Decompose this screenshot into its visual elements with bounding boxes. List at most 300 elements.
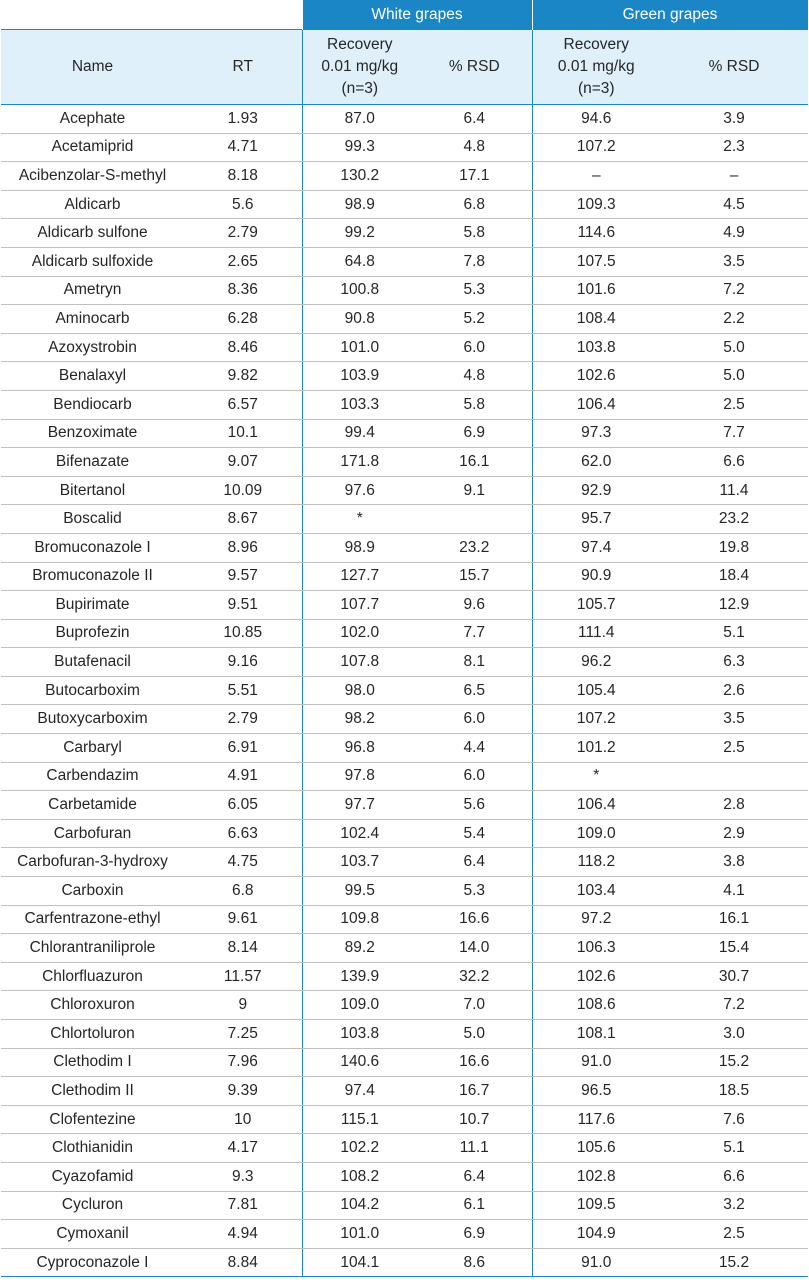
cell-white-rsd: 7.8 — [417, 247, 532, 276]
cell-rt: 5.51 — [184, 676, 302, 705]
table-row — [1, 1248, 808, 1277]
cell-green-recovery: 118.2 — [532, 848, 660, 877]
cell-white-rsd — [417, 505, 532, 534]
table-row — [1, 476, 808, 505]
cell-green-recovery: 96.2 — [532, 648, 660, 677]
cell-green-recovery: * — [532, 762, 660, 791]
cell-white-rsd: 6.4 — [417, 848, 532, 877]
table-row — [1, 619, 808, 648]
cell-white-recovery: 103.3 — [302, 390, 417, 419]
cell-rt: 4.17 — [184, 1134, 302, 1163]
cell-white-recovery: 100.8 — [302, 276, 417, 305]
recovery-label-line2: 0.01 mg/kg — [557, 58, 635, 75]
cell-rt: 8.96 — [184, 533, 302, 562]
cell-white-recovery: 171.8 — [302, 448, 417, 477]
cell-green-rsd: 7.7 — [660, 419, 808, 448]
table-row — [1, 362, 808, 391]
cell-name: Benzoximate — [1, 419, 184, 448]
cell-rt: 9.57 — [184, 562, 302, 591]
cell-white-recovery: 99.2 — [302, 219, 417, 248]
cell-white-rsd: 4.8 — [417, 133, 532, 162]
cell-rt: 7.25 — [184, 1020, 302, 1049]
cell-name: Boscalid — [1, 505, 184, 534]
cell-green-recovery: 101.2 — [532, 734, 660, 763]
cell-name: Carbofuran — [1, 819, 184, 848]
cell-white-rsd: 6.4 — [417, 105, 532, 134]
table-row — [1, 219, 808, 248]
table-row — [1, 419, 808, 448]
cell-name: Chlorfluazuron — [1, 962, 184, 991]
table-row — [1, 905, 808, 934]
table-row — [1, 648, 808, 677]
table-body — [1, 105, 808, 1277]
cell-green-recovery: 102.8 — [532, 1162, 660, 1191]
cell-green-recovery: 95.7 — [532, 505, 660, 534]
cell-green-rsd: 4.9 — [660, 219, 808, 248]
cell-name: Clethodim I — [1, 1048, 184, 1077]
cell-white-rsd: 6.9 — [417, 419, 532, 448]
cell-name: Carbetamide — [1, 791, 184, 820]
cell-green-recovery: 109.0 — [532, 819, 660, 848]
group-header-row — [1, 0, 808, 30]
cell-rt: 8.18 — [184, 162, 302, 191]
cell-green-recovery: 97.3 — [532, 419, 660, 448]
cell-white-rsd: 4.8 — [417, 362, 532, 391]
table-row — [1, 133, 808, 162]
cell-white-recovery: 101.0 — [302, 333, 417, 362]
cell-name: Butoxycarboxim — [1, 705, 184, 734]
col-rt-header: RT — [184, 30, 302, 105]
cell-white-rsd: 6.1 — [417, 1191, 532, 1220]
cell-white-recovery: 97.4 — [302, 1077, 417, 1106]
cell-rt: 9.3 — [184, 1162, 302, 1191]
cell-white-recovery: 107.7 — [302, 591, 417, 620]
table-row — [1, 533, 808, 562]
table-row — [1, 1020, 808, 1049]
cell-green-recovery: 103.8 — [532, 333, 660, 362]
cell-rt: 7.96 — [184, 1048, 302, 1077]
cell-green-rsd: 23.2 — [660, 505, 808, 534]
cell-green-recovery: 104.9 — [532, 1220, 660, 1249]
cell-white-rsd: 16.1 — [417, 448, 532, 477]
cell-white-rsd: 14.0 — [417, 934, 532, 963]
table-row — [1, 1220, 808, 1249]
cell-white-rsd: 16.7 — [417, 1077, 532, 1106]
cell-name: Clofentezine — [1, 1105, 184, 1134]
cell-green-recovery: 109.3 — [532, 190, 660, 219]
cell-green-recovery: 90.9 — [532, 562, 660, 591]
cell-white-recovery: 96.8 — [302, 734, 417, 763]
white-grapes-header: White grapes — [302, 0, 532, 30]
recovery-label-line3: (n=3) — [341, 80, 379, 97]
cell-rt: 9.07 — [184, 448, 302, 477]
cell-name: Butafenacil — [1, 648, 184, 677]
cell-white-recovery: 102.2 — [302, 1134, 417, 1163]
cell-name: Chloroxuron — [1, 991, 184, 1020]
cell-rt: 4.71 — [184, 133, 302, 162]
cell-green-recovery: 111.4 — [532, 619, 660, 648]
cell-rt: 8.84 — [184, 1248, 302, 1277]
cell-green-rsd: 16.1 — [660, 905, 808, 934]
cell-green-rsd: 2.5 — [660, 734, 808, 763]
cell-rt: 6.05 — [184, 791, 302, 820]
table-row — [1, 1162, 808, 1191]
table-row — [1, 676, 808, 705]
cell-white-rsd: 5.3 — [417, 877, 532, 906]
cell-name: Cymoxanil — [1, 1220, 184, 1249]
table-row — [1, 734, 808, 763]
cell-white-recovery: 140.6 — [302, 1048, 417, 1077]
cell-name: Azoxystrobin — [1, 333, 184, 362]
cell-rt: 10.85 — [184, 619, 302, 648]
cell-white-recovery: 98.0 — [302, 676, 417, 705]
cell-white-recovery: 103.7 — [302, 848, 417, 877]
cell-green-rsd: 5.0 — [660, 333, 808, 362]
green-rsd-header: % RSD — [660, 30, 808, 105]
green-recovery-header — [532, 30, 660, 105]
cell-green-rsd: 12.9 — [660, 591, 808, 620]
cell-green-recovery: 106.4 — [532, 791, 660, 820]
cell-green-recovery: 91.0 — [532, 1048, 660, 1077]
cell-name: Bitertanol — [1, 476, 184, 505]
cell-name: Clothianidin — [1, 1134, 184, 1163]
cell-green-rsd: 2.8 — [660, 791, 808, 820]
cell-white-rsd: 5.8 — [417, 219, 532, 248]
cell-green-rsd: 3.5 — [660, 705, 808, 734]
cell-white-recovery: 102.4 — [302, 819, 417, 848]
cell-green-recovery: 91.0 — [532, 1248, 660, 1277]
cell-green-recovery: 107.2 — [532, 705, 660, 734]
table-row — [1, 1077, 808, 1106]
cell-green-recovery: 107.5 — [532, 247, 660, 276]
green-grapes-header: Green grapes — [532, 0, 808, 30]
cell-green-rsd: 15.4 — [660, 934, 808, 963]
cell-name: Carbaryl — [1, 734, 184, 763]
recovery-label-line2: 0.01 mg/kg — [321, 58, 399, 75]
cell-green-rsd: 5.1 — [660, 1134, 808, 1163]
table-row — [1, 190, 808, 219]
cell-white-rsd: 11.1 — [417, 1134, 532, 1163]
cell-green-rsd — [660, 762, 808, 791]
cell-rt: 11.57 — [184, 962, 302, 991]
cell-green-recovery: 94.6 — [532, 105, 660, 134]
column-header-row — [1, 30, 808, 105]
cell-rt: 2.79 — [184, 219, 302, 248]
cell-green-rsd: 6.6 — [660, 448, 808, 477]
cell-name: Clethodim II — [1, 1077, 184, 1106]
table-row — [1, 962, 808, 991]
cell-green-rsd: 19.8 — [660, 533, 808, 562]
cell-white-recovery: 107.8 — [302, 648, 417, 677]
cell-white-recovery: 109.8 — [302, 905, 417, 934]
cell-green-recovery: 96.5 — [532, 1077, 660, 1106]
cell-green-rsd: 6.3 — [660, 648, 808, 677]
cell-name: Acephate — [1, 105, 184, 134]
white-rsd-header: % RSD — [417, 30, 532, 105]
cell-white-rsd: 23.2 — [417, 533, 532, 562]
cell-white-recovery: * — [302, 505, 417, 534]
cell-white-recovery: 97.8 — [302, 762, 417, 791]
cell-rt: 6.91 — [184, 734, 302, 763]
cell-white-rsd: 6.4 — [417, 1162, 532, 1191]
cell-green-rsd: – — [660, 162, 808, 191]
cell-name: Bendiocarb — [1, 390, 184, 419]
cell-green-rsd: 3.5 — [660, 247, 808, 276]
cell-rt: 6.57 — [184, 390, 302, 419]
cell-name: Bupirimate — [1, 591, 184, 620]
cell-rt: 10.09 — [184, 476, 302, 505]
cell-white-recovery: 99.4 — [302, 419, 417, 448]
table-row — [1, 991, 808, 1020]
table-row — [1, 791, 808, 820]
cell-name: Carbofuran-3-hydroxy — [1, 848, 184, 877]
cell-rt: 1.93 — [184, 105, 302, 134]
table-row — [1, 247, 808, 276]
cell-green-rsd: 6.6 — [660, 1162, 808, 1191]
cell-white-recovery: 127.7 — [302, 562, 417, 591]
cell-white-recovery: 101.0 — [302, 1220, 417, 1249]
cell-white-recovery: 109.0 — [302, 991, 417, 1020]
cell-green-rsd: 7.6 — [660, 1105, 808, 1134]
cell-white-rsd: 5.0 — [417, 1020, 532, 1049]
cell-white-rsd: 8.6 — [417, 1248, 532, 1277]
cell-name: Aldicarb sulfone — [1, 219, 184, 248]
cell-rt: 7.81 — [184, 1191, 302, 1220]
cell-green-rsd: 2.3 — [660, 133, 808, 162]
cell-green-recovery: 102.6 — [532, 362, 660, 391]
cell-rt: 8.14 — [184, 934, 302, 963]
cell-white-recovery: 130.2 — [302, 162, 417, 191]
table-row — [1, 305, 808, 334]
cell-green-recovery: 102.6 — [532, 962, 660, 991]
cell-rt: 9.51 — [184, 591, 302, 620]
cell-white-rsd: 7.0 — [417, 991, 532, 1020]
recovery-label-line3: (n=3) — [577, 80, 615, 97]
cell-white-rsd: 6.0 — [417, 705, 532, 734]
cell-rt: 9.61 — [184, 905, 302, 934]
cell-name: Aminocarb — [1, 305, 184, 334]
cell-name: Benalaxyl — [1, 362, 184, 391]
cell-white-rsd: 6.0 — [417, 333, 532, 362]
table-row — [1, 877, 808, 906]
cell-name: Carfentrazone-ethyl — [1, 905, 184, 934]
table-header — [1, 0, 808, 105]
cell-white-rsd: 9.6 — [417, 591, 532, 620]
cell-green-recovery: 107.2 — [532, 133, 660, 162]
cell-green-recovery: 97.4 — [532, 533, 660, 562]
cell-white-recovery: 99.5 — [302, 877, 417, 906]
table-row — [1, 333, 808, 362]
cell-rt: 8.36 — [184, 276, 302, 305]
recovery-table — [1, 0, 809, 1277]
cell-green-recovery: 106.3 — [532, 934, 660, 963]
cell-white-recovery: 98.2 — [302, 705, 417, 734]
cell-green-rsd: 2.5 — [660, 1220, 808, 1249]
cell-green-recovery: 105.4 — [532, 676, 660, 705]
cell-green-rsd: 3.8 — [660, 848, 808, 877]
cell-rt: 2.79 — [184, 705, 302, 734]
cell-white-rsd: 32.2 — [417, 962, 532, 991]
cell-name: Ametryn — [1, 276, 184, 305]
cell-name: Acibenzolar-S-methyl — [1, 162, 184, 191]
cell-white-recovery: 97.6 — [302, 476, 417, 505]
table-row — [1, 1048, 808, 1077]
cell-white-rsd: 6.9 — [417, 1220, 532, 1249]
cell-white-recovery: 108.2 — [302, 1162, 417, 1191]
cell-white-rsd: 5.2 — [417, 305, 532, 334]
cell-white-rsd: 5.4 — [417, 819, 532, 848]
cell-green-rsd: 11.4 — [660, 476, 808, 505]
cell-name: Cyproconazole I — [1, 1248, 184, 1277]
cell-green-rsd: 15.2 — [660, 1048, 808, 1077]
white-recovery-header — [302, 30, 417, 105]
cell-green-recovery: 103.4 — [532, 877, 660, 906]
cell-white-recovery: 87.0 — [302, 105, 417, 134]
table-row — [1, 934, 808, 963]
table-row — [1, 1105, 808, 1134]
cell-white-recovery: 99.3 — [302, 133, 417, 162]
cell-rt: 9.16 — [184, 648, 302, 677]
cell-name: Butocarboxim — [1, 676, 184, 705]
cell-name: Aldicarb — [1, 190, 184, 219]
cell-white-recovery: 64.8 — [302, 247, 417, 276]
cell-rt: 4.94 — [184, 1220, 302, 1249]
cell-green-recovery: 92.9 — [532, 476, 660, 505]
table-row — [1, 448, 808, 477]
cell-green-rsd: 18.4 — [660, 562, 808, 591]
cell-green-recovery: 105.7 — [532, 591, 660, 620]
cell-white-rsd: 17.1 — [417, 162, 532, 191]
cell-name: Bifenazate — [1, 448, 184, 477]
cell-white-rsd: 7.7 — [417, 619, 532, 648]
cell-green-rsd: 2.5 — [660, 390, 808, 419]
cell-white-recovery: 115.1 — [302, 1105, 417, 1134]
cell-green-recovery: 97.2 — [532, 905, 660, 934]
cell-white-rsd: 5.6 — [417, 791, 532, 820]
table-row — [1, 591, 808, 620]
cell-name: Bromuconazole II — [1, 562, 184, 591]
cell-green-rsd: 4.1 — [660, 877, 808, 906]
cell-rt: 10.1 — [184, 419, 302, 448]
cell-white-rsd: 6.5 — [417, 676, 532, 705]
cell-name: Chlorantraniliprole — [1, 934, 184, 963]
cell-green-rsd: 7.2 — [660, 276, 808, 305]
cell-name: Aldicarb sulfoxide — [1, 247, 184, 276]
table-row — [1, 819, 808, 848]
cell-white-recovery: 98.9 — [302, 533, 417, 562]
cell-name: Chlortoluron — [1, 1020, 184, 1049]
cell-green-rsd: 7.2 — [660, 991, 808, 1020]
table-row — [1, 562, 808, 591]
cell-white-recovery: 90.8 — [302, 305, 417, 334]
table-row — [1, 276, 808, 305]
cell-white-rsd: 10.7 — [417, 1105, 532, 1134]
cell-white-rsd: 6.0 — [417, 762, 532, 791]
cell-white-recovery: 103.9 — [302, 362, 417, 391]
table-row — [1, 762, 808, 791]
table-row — [1, 848, 808, 877]
cell-white-rsd: 8.1 — [417, 648, 532, 677]
cell-green-recovery: 105.6 — [532, 1134, 660, 1163]
cell-green-recovery: – — [532, 162, 660, 191]
cell-name: Bromuconazole I — [1, 533, 184, 562]
cell-rt: 10 — [184, 1105, 302, 1134]
cell-name: Cyazofamid — [1, 1162, 184, 1191]
table-row — [1, 390, 808, 419]
cell-name: Carbendazim — [1, 762, 184, 791]
cell-white-rsd: 5.3 — [417, 276, 532, 305]
cell-green-recovery: 114.6 — [532, 219, 660, 248]
cell-rt: 8.46 — [184, 333, 302, 362]
cell-green-rsd: 3.0 — [660, 1020, 808, 1049]
blank-header-cell — [1, 0, 302, 30]
cell-green-rsd: 3.2 — [660, 1191, 808, 1220]
cell-rt: 9.39 — [184, 1077, 302, 1106]
cell-green-recovery: 109.5 — [532, 1191, 660, 1220]
cell-green-recovery: 108.4 — [532, 305, 660, 334]
cell-rt: 4.91 — [184, 762, 302, 791]
cell-green-rsd: 15.2 — [660, 1248, 808, 1277]
recovery-label-line1: Recovery — [563, 36, 629, 53]
cell-white-rsd: 4.4 — [417, 734, 532, 763]
cell-name: Cycluron — [1, 1191, 184, 1220]
cell-white-recovery: 104.2 — [302, 1191, 417, 1220]
cell-green-rsd: 2.6 — [660, 676, 808, 705]
table-row — [1, 1134, 808, 1163]
cell-rt: 8.67 — [184, 505, 302, 534]
cell-white-recovery: 102.0 — [302, 619, 417, 648]
table-row — [1, 105, 808, 134]
cell-white-rsd: 5.8 — [417, 390, 532, 419]
table-row — [1, 162, 808, 191]
cell-white-rsd: 9.1 — [417, 476, 532, 505]
cell-white-rsd: 6.8 — [417, 190, 532, 219]
cell-rt: 4.75 — [184, 848, 302, 877]
cell-white-recovery: 104.1 — [302, 1248, 417, 1277]
cell-green-rsd: 18.5 — [660, 1077, 808, 1106]
cell-white-recovery: 89.2 — [302, 934, 417, 963]
table-row — [1, 505, 808, 534]
col-name-header: Name — [1, 30, 184, 105]
cell-green-rsd: 2.2 — [660, 305, 808, 334]
cell-green-recovery: 62.0 — [532, 448, 660, 477]
cell-white-rsd: 15.7 — [417, 562, 532, 591]
cell-rt: 6.28 — [184, 305, 302, 334]
cell-rt: 5.6 — [184, 190, 302, 219]
cell-white-recovery: 98.9 — [302, 190, 417, 219]
cell-green-rsd: 3.9 — [660, 105, 808, 134]
cell-name: Carboxin — [1, 877, 184, 906]
cell-green-rsd: 5.0 — [660, 362, 808, 391]
cell-white-recovery: 139.9 — [302, 962, 417, 991]
cell-white-rsd: 16.6 — [417, 905, 532, 934]
cell-rt: 9 — [184, 991, 302, 1020]
cell-green-rsd: 4.5 — [660, 190, 808, 219]
cell-rt: 6.63 — [184, 819, 302, 848]
cell-green-recovery: 101.6 — [532, 276, 660, 305]
cell-green-recovery: 108.6 — [532, 991, 660, 1020]
cell-green-rsd: 5.1 — [660, 619, 808, 648]
table-row — [1, 1191, 808, 1220]
cell-green-rsd: 2.9 — [660, 819, 808, 848]
cell-white-rsd: 16.6 — [417, 1048, 532, 1077]
recovery-label-line1: Recovery — [327, 36, 393, 53]
cell-rt: 2.65 — [184, 247, 302, 276]
table-row — [1, 705, 808, 734]
cell-rt: 6.8 — [184, 877, 302, 906]
cell-name: Acetamiprid — [1, 133, 184, 162]
cell-white-recovery: 97.7 — [302, 791, 417, 820]
